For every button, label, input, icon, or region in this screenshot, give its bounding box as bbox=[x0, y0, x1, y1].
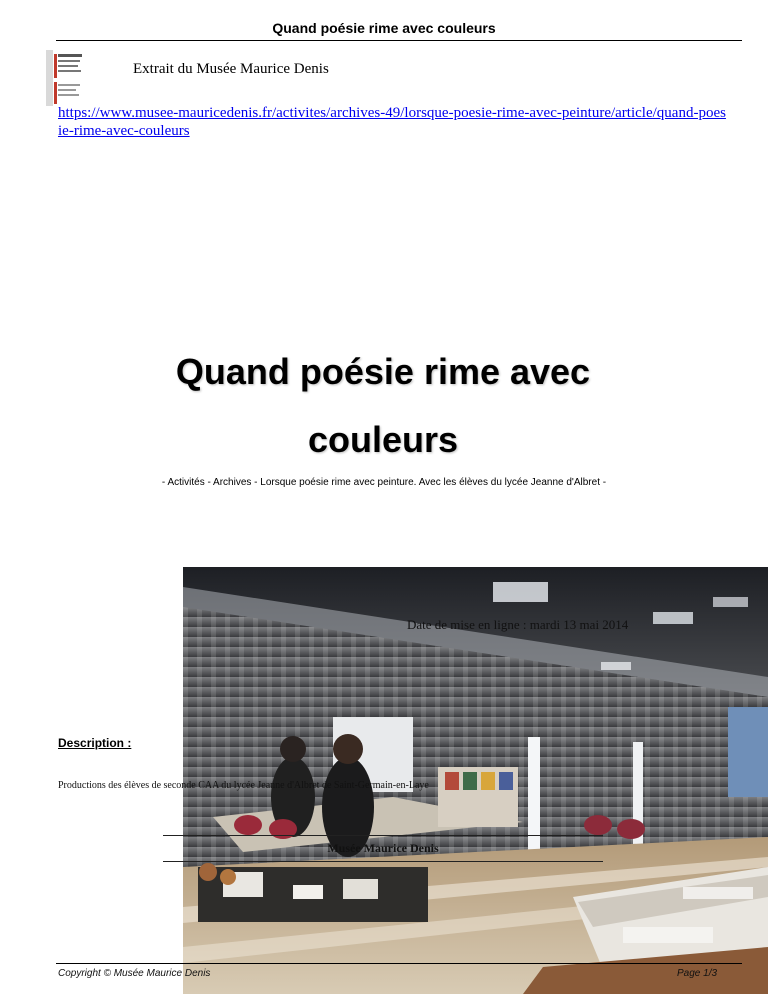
extract-label: Extrait du Musée Maurice Denis bbox=[133, 61, 329, 77]
breadcrumb: - Activités - Archives - Lorsque poésie rime avec peinture. Avec les élèves du lycée Jeanne d'Albret - bbox=[161, 477, 607, 488]
publication-date: Date de mise en ligne : mardi 13 mai 2014 bbox=[407, 617, 629, 632]
article-title: Quand poésie rime avec couleurs bbox=[175, 351, 591, 460]
source-url-link[interactable]: https://www.musee-mauricedenis.fr/activites/archives-49/lorsque-poesie-rime-avec-peinture/article/quand-poesie-rime-avec-couleurs bbox=[58, 105, 726, 139]
copyright-notice: Copyright © Musée Maurice Denis bbox=[58, 968, 211, 979]
running-title: Quand poésie rime avec couleurs bbox=[272, 20, 496, 36]
credit-text: Musée Maurice Denis bbox=[327, 841, 439, 855]
museum-logo bbox=[44, 48, 84, 108]
description-heading: Description : bbox=[58, 736, 132, 750]
footer-divider bbox=[56, 963, 742, 964]
description-text: Productions des élèves de seconde CAA du lycée Jeanne d'Albret de Saint-Germain-en-Laye bbox=[58, 780, 429, 791]
header-divider bbox=[56, 40, 742, 41]
credit-rule-top bbox=[163, 835, 603, 836]
credit-rule-bottom bbox=[163, 861, 603, 862]
page-number: Page 1/3 bbox=[677, 968, 718, 979]
